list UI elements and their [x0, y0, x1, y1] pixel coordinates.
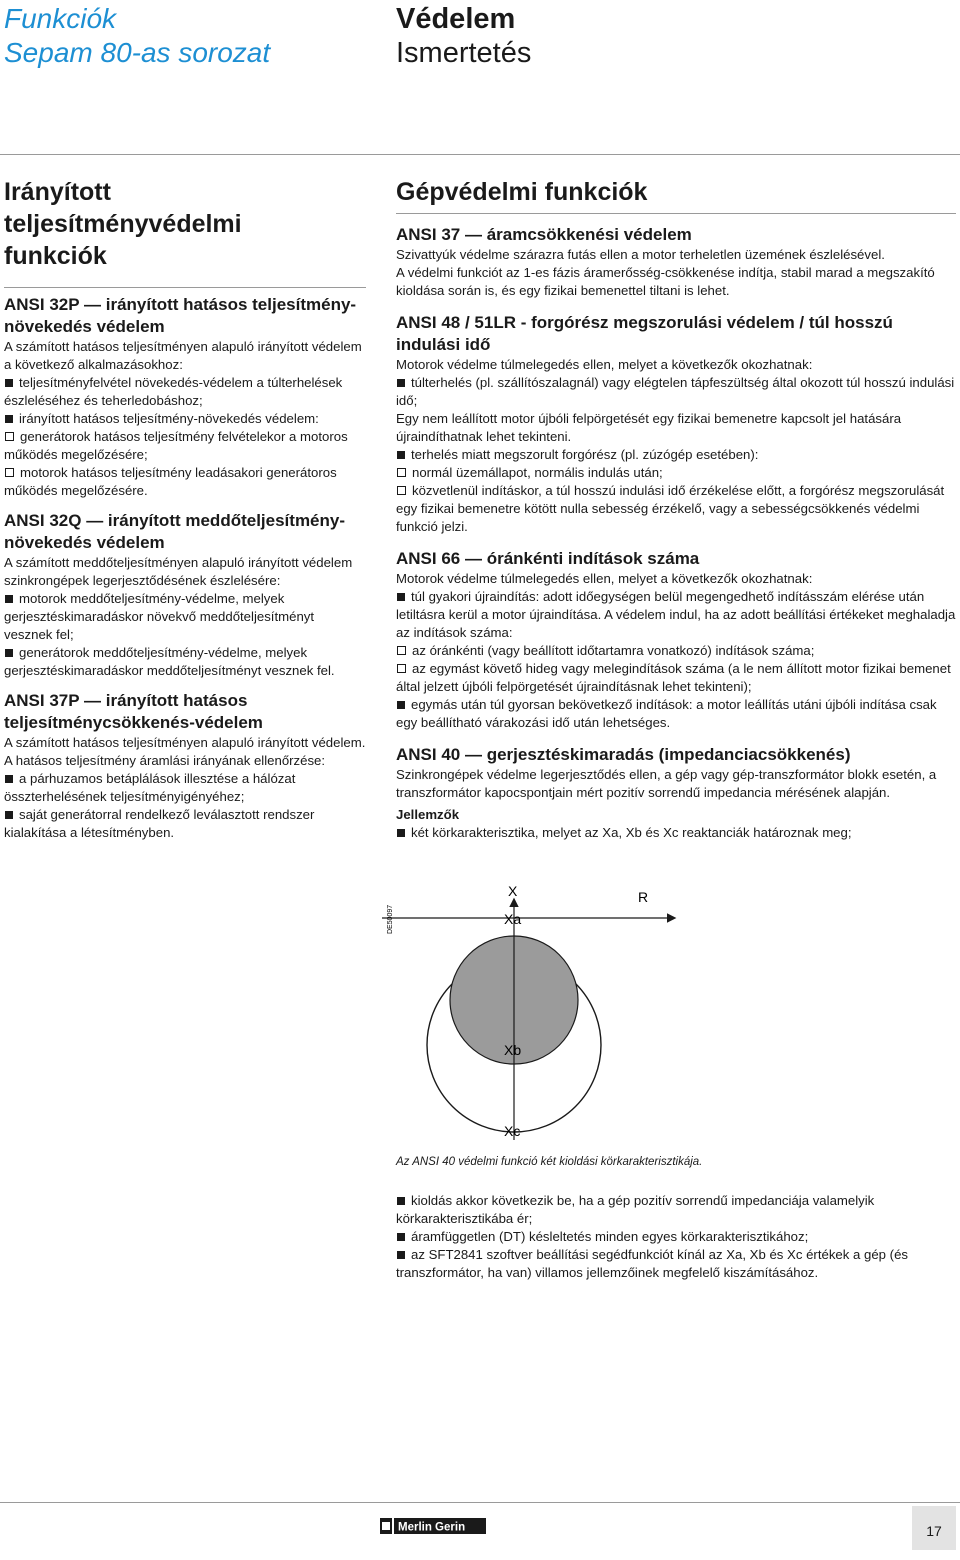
- header-subtopic: Ismertetés: [396, 37, 532, 69]
- xc-label: Xc: [504, 1123, 521, 1139]
- bullet-square-icon: [397, 379, 405, 387]
- header-category: Funkciók: [4, 3, 117, 34]
- ansi-48-intro: Motorok védelme túlmelegedés ellen, melyet a következők okozhatnak:: [396, 357, 813, 372]
- list-item: áramfüggetlen (DT) késleltetés minden egyes körkarakterisztikához;: [396, 1228, 956, 1246]
- ansi-37-text-1: Szivattyúk védelme szárazra futás ellen a motor terheletlen üzemének észlelésével.: [396, 247, 885, 262]
- bullet-square-icon: [397, 451, 405, 459]
- ansi-48-heading: ANSI 48 / 51LR - forgórész megszorulási védelem / túl hosszú indulási idő: [396, 313, 893, 354]
- checkbox-outline-icon: [5, 468, 14, 477]
- ansi-32q-intro: A számított meddőteljesítményen alapuló irányított védelem szinkrongépek legerjesztődésének észlelésére:: [4, 555, 353, 588]
- ansi-66-intro: Motorok védelme túlmelegedés ellen, melyet a következők okozhatnak:: [396, 571, 813, 586]
- circle-characteristic-diagram: [382, 880, 782, 1160]
- bullet-square-icon: [5, 415, 13, 423]
- ansi-40-text: Szinkrongépek védelme legerjesztődés ellen, a gép vagy gép-transzformátor blokk esetén, a transzformátor kapocspontjain mért pozitív sorrendű impedancia mérésének alapján.: [396, 767, 937, 800]
- list-item: generátorok meddőteljesítmény-védelme, melyek gerjesztéskimaradáskor meddőteljesítményt vesznek fel.: [4, 645, 335, 678]
- list-item: motorok meddőteljesítmény-védelme, melyek gerjesztéskimaradáskor növekvő meddőteljesítményt vesznek fel;: [4, 591, 315, 642]
- bullet-square-icon: [5, 775, 13, 783]
- bullet-square-icon: [397, 1233, 405, 1241]
- ansi-37-heading: ANSI 37 — áramcsökkenési védelem: [396, 225, 692, 244]
- list-item: az SFT2841 szoftver beállítási segédfunkciót kínál az Xa, Xb és Xc értékek a gép (és transzformátor, ha van) villamos jellemzőinek megfelelő kiszámításához.: [396, 1247, 908, 1280]
- r-axis-label: R: [638, 889, 649, 905]
- x-axis-label: X: [508, 883, 518, 899]
- header-page-title: [396, 2, 531, 70]
- diagram-code-label: DE50097: [387, 904, 394, 934]
- list-item: egymás után túl gyorsan bekövetkező indítások: a motor leállítás utáni újbóli indítása csak egy beállítható várakozási idő után lehetséges.: [396, 697, 937, 730]
- ansi-48-note: Egy nem leállított motor újbóli felpörgetését egy fizikai bemenetre kapcsolt jel hatására újraindíthatnak lehet tekinteni.: [396, 411, 902, 444]
- right-section-title: Gépvédelmi funkciók: [396, 178, 648, 206]
- checkbox-outline-icon: [397, 646, 406, 655]
- ansi-32p-heading: ANSI 32P — irányított hatásos teljesítmény-növekedés védelem: [4, 295, 357, 336]
- bullet-square-icon: [397, 1197, 405, 1205]
- header-divider: [0, 154, 960, 155]
- list-item: kioldás akkor következik be, ha a gép pozitív sorrendű impedanciája valamelyik körkarakterisztikába ér;: [396, 1193, 875, 1226]
- xa-label: Xa: [504, 911, 522, 927]
- bullet-square-icon: [397, 1251, 405, 1259]
- left-column: [4, 176, 366, 842]
- ansi-40-heading: ANSI 40 — gerjesztéskimaradás (impedanciacsökkenés): [396, 745, 851, 764]
- page-number: 17: [912, 1506, 956, 1550]
- ansi-37-text-2: A védelmi funkciót az 1-es fázis áramerősség-csökkenése indítja, stabil marad a megszakító kioldása során is, és egy fizikai bemenettel tiltani is lehet.: [396, 265, 935, 298]
- ansi-66-heading: ANSI 66 — óránkénti indítások száma: [396, 549, 700, 568]
- checkbox-outline-icon: [397, 664, 406, 673]
- list-item: túlterhelés (pl. szállítószalagnál) vagy elégtelen tápfeszültség által okozott túl hosszú indulási idő;: [396, 375, 955, 408]
- ansi-37p-intro: A számított hatásos teljesítményen alapuló irányított védelem. A hatásos teljesítmény áramlási irányának ellenőrzése:: [4, 735, 366, 768]
- right-column: [396, 176, 956, 842]
- header-series: Sepam 80-as sorozat: [4, 37, 271, 68]
- right-title-rule: [396, 213, 956, 214]
- list-item: saját generátorral rendelkező leválasztott rendszer kialakítása a létesítményben.: [4, 807, 315, 840]
- checkbox-outline-icon: [397, 486, 406, 495]
- bullet-square-icon: [5, 595, 13, 603]
- bullet-square-icon: [397, 829, 405, 837]
- list-item: két körkarakterisztika, melyet az Xa, Xb és Xc reaktanciák határoznak meg;: [396, 824, 956, 842]
- bullet-square-icon: [5, 811, 13, 819]
- list-item: normál üzemállapot, normális indulás után;: [396, 464, 956, 482]
- header-section-title: [4, 2, 270, 70]
- footer-divider: [0, 1502, 960, 1503]
- bullet-square-icon: [5, 649, 13, 657]
- header-topic: Védelem: [396, 3, 516, 35]
- list-item: terhelés miatt megszorult forgórész (pl. zúzógép esetében):: [396, 446, 956, 464]
- merlin-gerin-logo: [380, 1518, 486, 1534]
- characteristics-list: [396, 1192, 956, 1282]
- left-title-rule: [4, 287, 366, 288]
- checkbox-outline-icon: [5, 432, 14, 441]
- ansi-32q-heading: ANSI 32Q — irányított meddőteljesítmény-növekedés védelem: [4, 511, 346, 552]
- figure-caption: Az ANSI 40 védelmi funkció két kioldási körkarakterisztikája.: [396, 1156, 703, 1168]
- list-item: generátorok hatásos teljesítmény felvételekor a motoros működés megelőzésére;: [4, 429, 348, 462]
- list-item: az egymást követő hideg vagy melegindítások száma (a le nem állított motor fizikai bemenet által jelzett újbóli felpörgetését újraindításnak lehet tekinteni);: [396, 661, 951, 694]
- list-item: teljesítményfelvétel növekedés-védelem a túlterhelések észleléséhez és teherledobáshoz;: [4, 375, 343, 408]
- checkbox-outline-icon: [397, 468, 406, 477]
- xb-label: Xb: [504, 1042, 522, 1058]
- ansi-32p-intro: A számított hatásos teljesítményen alapuló irányított védelem a következő alkalmazásokhoz:: [4, 339, 362, 372]
- bullet-square-icon: [397, 593, 405, 601]
- ansi-37p-heading: ANSI 37P — irányított hatásos teljesítménycsökkenés-védelem: [4, 691, 263, 732]
- list-item: irányított hatásos teljesítmény-növekedés védelem:: [4, 410, 366, 428]
- list-item: a párhuzamos betáplálások illesztése a hálózat összterhelésének teljesítményigényéhez;: [4, 771, 296, 804]
- bullet-square-icon: [5, 379, 13, 387]
- bullet-square-icon: [397, 701, 405, 709]
- list-item: túl gyakori újraindítás: adott időegységen belül megengedhető indításszám elérése után letiltásra kerül a motor újraindítása. A védelem indul, ha az adott beállítási értékeket meghaladja az indítások száma:: [396, 589, 956, 640]
- list-item: motorok hatásos teljesítmény leadásakori generátoros működés megelőzésére.: [4, 465, 337, 498]
- list-item: az óránkénti (vagy beállított időtartamra vonatkozó) indítások száma;: [396, 642, 956, 660]
- left-section-title: Irányított teljesítményvédelmi funkciók: [4, 178, 242, 270]
- list-item: közvetlenül indításkor, a túl hosszú indulási idő érzékelése előtt, a forgórész megszorulását egy fizikai bemenetre kötött nulla sebesség érzékelő, vagy a sebességcsökkenés védelmi funkció jelzi.: [396, 483, 945, 534]
- ansi-40-subheading: Jellemzők: [396, 807, 460, 822]
- logo-text: Merlin Gerin: [398, 1521, 466, 1534]
